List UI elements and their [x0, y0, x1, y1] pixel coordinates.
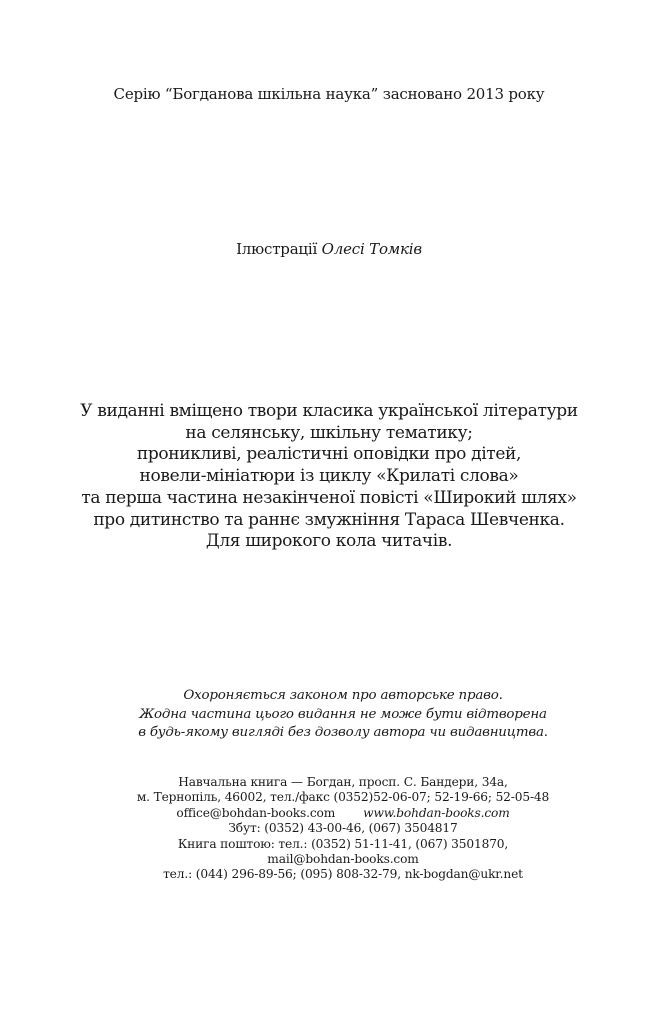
annotation-line: новели-мініатюри із циклу «Крилаті слова» [139, 466, 519, 487]
annotation-line: проникливі, реалістичні оповідки про дітей, [136, 444, 522, 465]
publisher-city-phones: м. Тернопіль, 46002, тел./факс (0352)52-06-07; 52-19-66; 52-05-48 [136, 790, 550, 805]
illustrator-name: Олесі Томків [321, 240, 422, 258]
illustrations-label: Ілюстрації [236, 240, 318, 258]
annotation-line: Для широкого кола читачів. [205, 531, 453, 552]
book-annotation [0, 401, 658, 553]
publisher-contacts [0, 806, 658, 821]
annotation-line: на селянську, шкільну тематику; [185, 422, 473, 443]
publisher-address: Навчальна книга — Богдан, просп. С. Бандери, 34а, [178, 775, 508, 789]
publisher-imprint [0, 775, 658, 883]
publisher-website: www.bohdan-books.com [363, 805, 510, 820]
illustrations-credit [0, 240, 658, 258]
publisher-mail-email: mail@bohdan-books.com [267, 852, 419, 867]
copyright-line: в будь-якому вигляді без дозволу автора чи видавництва. [138, 725, 548, 740]
annotation-line: У виданні вміщено твори класика української літератури [80, 401, 578, 421]
series-statement: Серію “Богданова шкільна наука” засновано 2013 року [113, 85, 545, 103]
copyright-line: Жодна частина цього видання не може бути відтворена [139, 706, 547, 722]
publisher-sales: Збут: (0352) 43-00-46, (067) 3504817 [228, 821, 458, 836]
annotation-line: про дитинство та раннє змужніння Тараса Шевченка. [93, 509, 565, 530]
publisher-kyiv-contacts: тел.: (044) 296-89-56; (095) 808-32-79, nk-bogdan@ukr.net [163, 867, 523, 882]
publisher-mail-order: Книга поштою: тел.: (0352) 51-11-41, (067) 3501870, [177, 836, 509, 851]
copyright-line: Охороняється законом про авторське право. [183, 688, 503, 703]
publisher-email: office@bohdan-books.com [176, 805, 336, 820]
annotation-line: та перша частина незакінченої повісті «Широкий шлях» [81, 487, 577, 508]
copyright-notice [0, 687, 658, 743]
